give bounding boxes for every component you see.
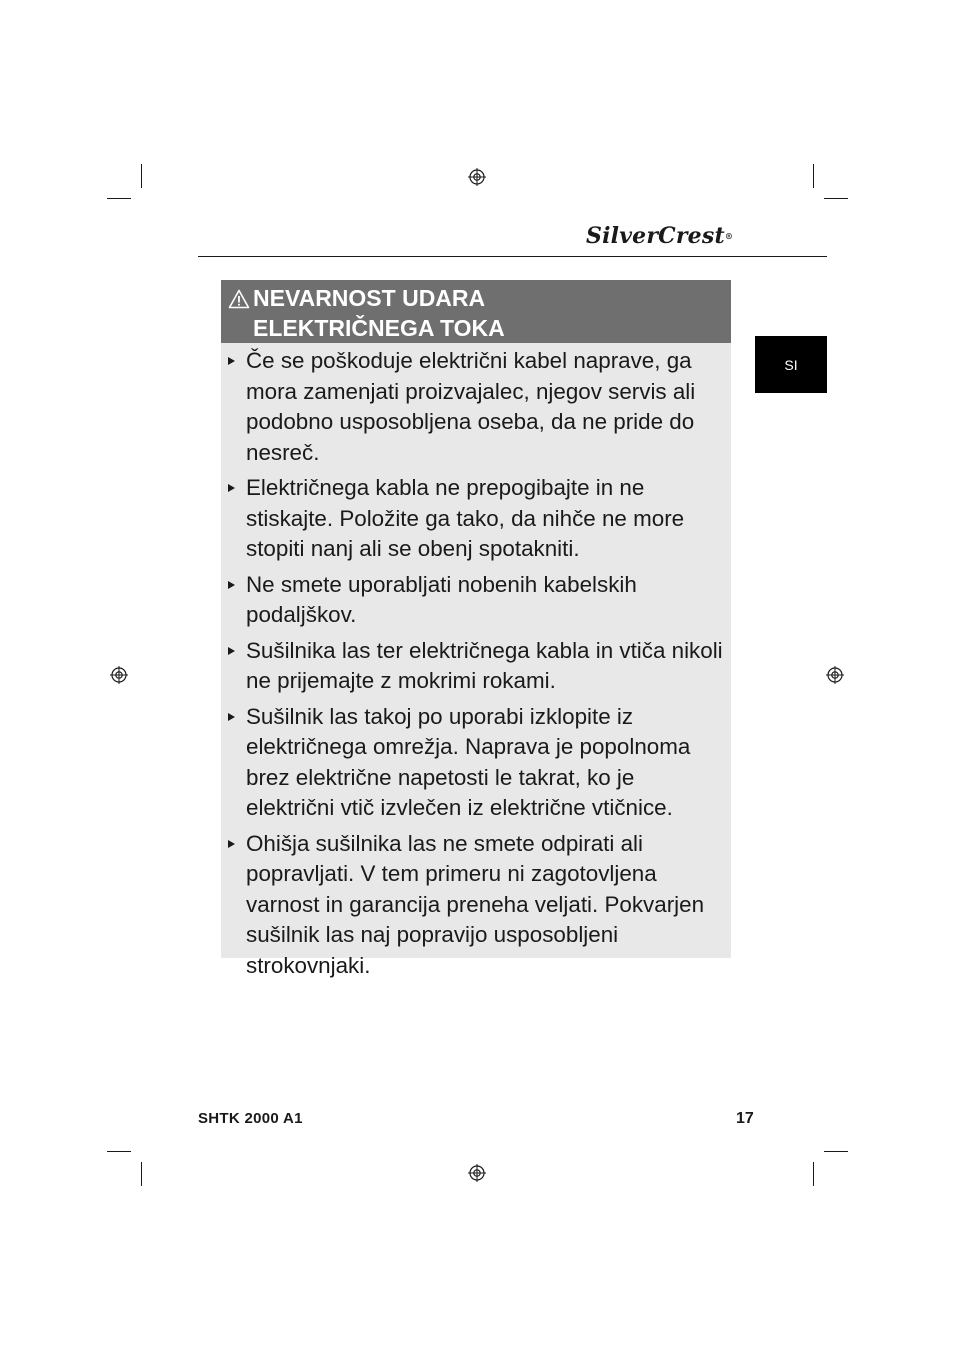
list-item (221, 570, 731, 631)
page-number: 17 (736, 1110, 754, 1127)
registered-mark: ® (724, 231, 734, 241)
list-item-text: Električnega kabla ne prepogibajte in ne stiskajte. Položite ga tako, da nihče ne more stopiti nanj ali se obenj spotakniti. (246, 475, 685, 561)
crop-mark (141, 164, 142, 188)
bullet-arrow-icon (228, 840, 235, 848)
list-item (221, 473, 731, 565)
registration-mark-icon (467, 1163, 487, 1183)
list-item-text: Če se poškoduje električni kabel naprave, ga mora zamenjati proizvajalec, njegov servis ali podobno usposobljena oseba, da ne pride do nesreč. (246, 348, 696, 465)
warning-box (221, 280, 731, 978)
header-divider (198, 256, 827, 257)
crop-mark (107, 198, 131, 199)
bullet-arrow-icon (228, 713, 235, 721)
brand-logo-text: SilverCrest (586, 223, 725, 249)
bullet-arrow-icon (228, 357, 235, 365)
registration-mark-icon (467, 167, 487, 187)
list-item-text: Ohišja sušilnika las ne smete odpirati ali popravljati. V tem primeru ni zagotovljena varnost in garancija preneha veljati. Pokvarjen sušilnik las naj popravijo usposobljeni strokovnjaki. (246, 830, 705, 978)
crop-mark (107, 1151, 131, 1152)
list-item (221, 636, 731, 697)
bullet-arrow-icon (228, 581, 235, 589)
crop-mark (141, 1162, 142, 1186)
list-item (221, 346, 731, 468)
crop-mark (824, 198, 848, 199)
registration-mark-icon (109, 665, 129, 685)
list-item (221, 829, 731, 982)
list-item (221, 702, 731, 824)
bullet-arrow-icon (228, 484, 235, 492)
warning-header (221, 280, 731, 343)
bullet-arrow-icon (228, 647, 235, 655)
warning-list (221, 346, 731, 986)
list-item-text: Sušilnika las ter električnega kabla in vtiča nikoli ne prijemajte z mokrimi rokami. (246, 637, 723, 693)
crop-mark (824, 1151, 848, 1152)
list-item-text: Sušilnik las takoj po uporabi izklopite iz električnega omrežja. Naprava je popolnoma brez električne napetosti le takrat, ko je električni vtič izvlečen iz električne vtičnice. (246, 703, 691, 820)
brand-logo (586, 222, 750, 250)
language-tab: SI (755, 336, 827, 393)
registration-mark-icon (825, 665, 845, 685)
warning-triangle-icon (228, 289, 250, 309)
crop-mark (813, 164, 814, 188)
footer-model-number: SHTK 2000 A1 (198, 1110, 303, 1127)
warning-title: NEVARNOST UDARA ELEKTRIČNEGA TOKA (253, 285, 505, 341)
crop-mark (813, 1162, 814, 1186)
list-item-text: Ne smete uporabljati nobenih kabelskih podaljškov. (246, 571, 637, 627)
